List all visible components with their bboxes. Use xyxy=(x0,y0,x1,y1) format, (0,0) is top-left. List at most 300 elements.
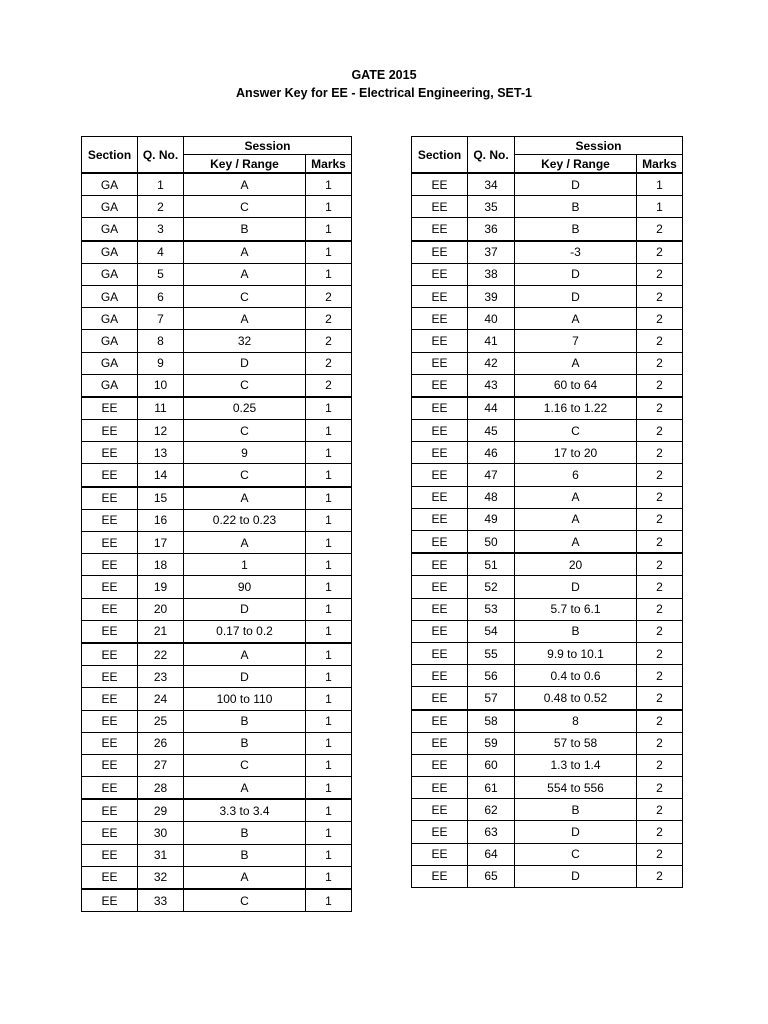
cell-qno: 48 xyxy=(468,486,515,508)
cell-section: EE xyxy=(412,642,468,664)
table-row xyxy=(82,196,352,218)
cell-key: C xyxy=(184,754,306,776)
cell-section: EE xyxy=(82,442,138,464)
cell-marks: 1 xyxy=(306,844,352,866)
cell-section: GA xyxy=(82,173,138,196)
cell-key: 90 xyxy=(184,576,306,598)
cell-marks: 2 xyxy=(637,598,683,620)
cell-marks: 2 xyxy=(637,843,683,865)
cell-marks: 1 xyxy=(306,554,352,576)
cell-section: GA xyxy=(82,308,138,330)
cell-marks: 2 xyxy=(637,263,683,285)
cell-marks: 1 xyxy=(306,420,352,442)
header-session: Session xyxy=(184,137,352,155)
cell-section: EE xyxy=(412,397,468,420)
table-row xyxy=(412,710,683,733)
table-row xyxy=(82,554,352,576)
cell-key: C xyxy=(184,374,306,397)
cell-key: C xyxy=(515,843,637,865)
cell-marks: 2 xyxy=(637,821,683,843)
cell-section: EE xyxy=(412,330,468,352)
table-row xyxy=(82,889,352,912)
table-row xyxy=(82,576,352,598)
cell-section: EE xyxy=(82,576,138,598)
cell-key: C xyxy=(515,420,637,442)
cell-section: EE xyxy=(412,352,468,374)
cell-marks: 1 xyxy=(306,263,352,285)
cell-marks: 2 xyxy=(637,777,683,799)
cell-key: C xyxy=(184,889,306,912)
cell-qno: 56 xyxy=(468,665,515,687)
cell-qno: 19 xyxy=(138,576,184,598)
cell-section: EE xyxy=(412,241,468,264)
cell-key: C xyxy=(184,464,306,487)
cell-key: 0.25 xyxy=(184,397,306,420)
cell-key: A xyxy=(184,866,306,889)
cell-key: B xyxy=(184,710,306,732)
cell-qno: 33 xyxy=(138,889,184,912)
cell-qno: 41 xyxy=(468,330,515,352)
cell-key: C xyxy=(184,196,306,218)
cell-marks: 1 xyxy=(306,509,352,531)
cell-section: GA xyxy=(82,218,138,241)
cell-qno: 18 xyxy=(138,554,184,576)
cell-marks: 2 xyxy=(306,330,352,352)
table-row xyxy=(82,397,352,420)
cell-section: EE xyxy=(82,420,138,442)
cell-marks: 1 xyxy=(306,576,352,598)
cell-section: EE xyxy=(82,397,138,420)
table-row xyxy=(412,508,683,530)
table-row xyxy=(412,196,683,218)
cell-key: 3.3 to 3.4 xyxy=(184,799,306,822)
cell-key: D xyxy=(184,666,306,688)
header-section: Section xyxy=(412,137,468,174)
cell-key: D xyxy=(184,598,306,620)
cell-key: A xyxy=(184,532,306,554)
cell-section: EE xyxy=(412,553,468,576)
cell-qno: 37 xyxy=(468,241,515,264)
table-row xyxy=(82,620,352,643)
cell-marks: 1 xyxy=(306,241,352,264)
cell-marks: 2 xyxy=(637,420,683,442)
cell-key: 9.9 to 10.1 xyxy=(515,642,637,664)
cell-key: 60 to 64 xyxy=(515,374,637,397)
cell-key: 0.22 to 0.23 xyxy=(184,509,306,531)
cell-marks: 2 xyxy=(637,308,683,330)
table-row xyxy=(82,285,352,307)
cell-qno: 29 xyxy=(138,799,184,822)
table-row xyxy=(82,241,352,264)
table-row xyxy=(82,754,352,776)
cell-qno: 13 xyxy=(138,442,184,464)
cell-qno: 25 xyxy=(138,710,184,732)
header-key-range: Key / Range xyxy=(515,155,637,174)
cell-marks: 1 xyxy=(306,173,352,196)
cell-key: 6 xyxy=(515,464,637,486)
header-qno: Q. No. xyxy=(468,137,515,174)
cell-key: 9 xyxy=(184,442,306,464)
cell-key: B xyxy=(184,218,306,241)
cell-key: 8 xyxy=(515,710,637,733)
table-row xyxy=(82,442,352,464)
cell-qno: 44 xyxy=(468,397,515,420)
cell-section: EE xyxy=(82,754,138,776)
cell-qno: 22 xyxy=(138,643,184,666)
cell-qno: 38 xyxy=(468,263,515,285)
table-row xyxy=(412,687,683,710)
cell-marks: 2 xyxy=(637,352,683,374)
table-row xyxy=(82,732,352,754)
cell-section: EE xyxy=(82,554,138,576)
table-row xyxy=(412,799,683,821)
table-row xyxy=(412,173,683,196)
cell-qno: 62 xyxy=(468,799,515,821)
cell-key: 20 xyxy=(515,553,637,576)
cell-qno: 64 xyxy=(468,843,515,865)
cell-section: EE xyxy=(82,598,138,620)
cell-key: 57 to 58 xyxy=(515,732,637,754)
cell-marks: 2 xyxy=(637,531,683,554)
cell-marks: 1 xyxy=(306,866,352,889)
table-row xyxy=(82,710,352,732)
cell-marks: 1 xyxy=(306,196,352,218)
cell-section: EE xyxy=(412,665,468,687)
cell-marks: 2 xyxy=(306,285,352,307)
cell-qno: 28 xyxy=(138,777,184,800)
table-row xyxy=(412,263,683,285)
table-row xyxy=(82,844,352,866)
cell-key: 100 to 110 xyxy=(184,688,306,710)
cell-section: EE xyxy=(82,844,138,866)
cell-marks: 2 xyxy=(306,352,352,374)
cell-qno: 49 xyxy=(468,508,515,530)
cell-marks: 2 xyxy=(637,553,683,576)
cell-section: EE xyxy=(412,508,468,530)
table-row xyxy=(412,374,683,397)
cell-section: EE xyxy=(412,598,468,620)
cell-qno: 57 xyxy=(468,687,515,710)
cell-section: GA xyxy=(82,330,138,352)
cell-key: A xyxy=(184,777,306,800)
cell-section: EE xyxy=(412,263,468,285)
cell-qno: 8 xyxy=(138,330,184,352)
table-row xyxy=(412,732,683,754)
cell-section: GA xyxy=(82,196,138,218)
cell-section: EE xyxy=(82,464,138,487)
table-row xyxy=(412,330,683,352)
page-subtitle: Answer Key for EE - Electrical Engineering, SET-1 xyxy=(236,86,532,100)
cell-section: EE xyxy=(412,486,468,508)
cell-qno: 58 xyxy=(468,710,515,733)
cell-section: EE xyxy=(82,889,138,912)
cell-key: D xyxy=(184,352,306,374)
cell-key: D xyxy=(515,821,637,843)
table-row xyxy=(412,486,683,508)
table-body-right xyxy=(412,173,683,888)
cell-key: B xyxy=(184,732,306,754)
cell-section: EE xyxy=(82,532,138,554)
cell-key: A xyxy=(515,352,637,374)
cell-section: EE xyxy=(82,643,138,666)
cell-qno: 1 xyxy=(138,173,184,196)
cell-marks: 2 xyxy=(637,576,683,598)
cell-qno: 35 xyxy=(468,196,515,218)
cell-qno: 4 xyxy=(138,241,184,264)
cell-section: EE xyxy=(82,866,138,889)
cell-key: A xyxy=(184,643,306,666)
table-row xyxy=(82,799,352,822)
table-row xyxy=(412,598,683,620)
cell-qno: 45 xyxy=(468,420,515,442)
cell-key: B xyxy=(184,822,306,844)
cell-marks: 2 xyxy=(637,464,683,486)
cell-section: EE xyxy=(412,732,468,754)
cell-key: B xyxy=(515,218,637,241)
table-row xyxy=(82,643,352,666)
cell-section: EE xyxy=(412,799,468,821)
table-row xyxy=(412,865,683,887)
table-row xyxy=(82,173,352,196)
cell-section: EE xyxy=(412,576,468,598)
table-row xyxy=(412,620,683,642)
cell-section: EE xyxy=(82,509,138,531)
table-row xyxy=(412,308,683,330)
cell-qno: 50 xyxy=(468,531,515,554)
cell-qno: 11 xyxy=(138,397,184,420)
cell-section: EE xyxy=(412,464,468,486)
cell-key: 32 xyxy=(184,330,306,352)
cell-marks: 2 xyxy=(637,710,683,733)
cell-section: EE xyxy=(82,710,138,732)
cell-key: 554 to 556 xyxy=(515,777,637,799)
table-row xyxy=(412,464,683,486)
table-row xyxy=(412,843,683,865)
cell-key: B xyxy=(515,196,637,218)
table-row xyxy=(412,442,683,464)
cell-section: GA xyxy=(82,241,138,264)
cell-key: A xyxy=(515,508,637,530)
table-row xyxy=(82,666,352,688)
cell-section: EE xyxy=(82,777,138,800)
cell-key: B xyxy=(515,620,637,642)
table-row xyxy=(82,487,352,510)
table-body-left xyxy=(82,173,352,912)
cell-marks: 1 xyxy=(306,732,352,754)
cell-marks: 2 xyxy=(306,308,352,330)
cell-qno: 20 xyxy=(138,598,184,620)
cell-marks: 1 xyxy=(306,754,352,776)
cell-qno: 39 xyxy=(468,285,515,307)
cell-section: EE xyxy=(412,777,468,799)
cell-marks: 1 xyxy=(306,643,352,666)
cell-section: EE xyxy=(412,374,468,397)
header-key-range: Key / Range xyxy=(184,155,306,174)
cell-key: A xyxy=(515,308,637,330)
table-row xyxy=(82,263,352,285)
table-row xyxy=(82,509,352,531)
cell-marks: 1 xyxy=(637,173,683,196)
cell-qno: 16 xyxy=(138,509,184,531)
header-marks: Marks xyxy=(306,155,352,174)
table-row xyxy=(412,285,683,307)
cell-key: -3 xyxy=(515,241,637,264)
table-row xyxy=(412,553,683,576)
cell-qno: 43 xyxy=(468,374,515,397)
table-row xyxy=(82,822,352,844)
cell-qno: 54 xyxy=(468,620,515,642)
table-row xyxy=(412,420,683,442)
cell-qno: 2 xyxy=(138,196,184,218)
header-section: Section xyxy=(82,137,138,174)
cell-marks: 1 xyxy=(306,710,352,732)
cell-marks: 2 xyxy=(637,642,683,664)
cell-marks: 1 xyxy=(637,196,683,218)
cell-marks: 2 xyxy=(637,241,683,264)
table-row xyxy=(412,777,683,799)
cell-marks: 2 xyxy=(637,442,683,464)
cell-qno: 59 xyxy=(468,732,515,754)
cell-qno: 12 xyxy=(138,420,184,442)
cell-section: EE xyxy=(412,843,468,865)
cell-key: 0.48 to 0.52 xyxy=(515,687,637,710)
cell-marks: 2 xyxy=(637,620,683,642)
cell-section: GA xyxy=(82,374,138,397)
table-row xyxy=(412,352,683,374)
table-row xyxy=(82,464,352,487)
cell-section: EE xyxy=(82,487,138,510)
table-row xyxy=(412,218,683,241)
cell-section: EE xyxy=(412,285,468,307)
cell-section: EE xyxy=(412,442,468,464)
cell-section: EE xyxy=(412,531,468,554)
cell-marks: 2 xyxy=(637,799,683,821)
table-row xyxy=(82,532,352,554)
cell-marks: 1 xyxy=(306,442,352,464)
cell-section: EE xyxy=(82,620,138,643)
cell-qno: 42 xyxy=(468,352,515,374)
cell-marks: 2 xyxy=(306,374,352,397)
cell-key: B xyxy=(515,799,637,821)
cell-section: EE xyxy=(82,688,138,710)
cell-key: D xyxy=(515,865,637,887)
cell-marks: 1 xyxy=(306,532,352,554)
cell-key: A xyxy=(184,241,306,264)
cell-section: EE xyxy=(412,196,468,218)
cell-qno: 52 xyxy=(468,576,515,598)
cell-section: GA xyxy=(82,285,138,307)
cell-qno: 53 xyxy=(468,598,515,620)
answer-key-table-left xyxy=(81,136,352,912)
cell-marks: 2 xyxy=(637,374,683,397)
table-row xyxy=(412,642,683,664)
cell-key: B xyxy=(184,844,306,866)
cell-marks: 2 xyxy=(637,330,683,352)
cell-qno: 9 xyxy=(138,352,184,374)
cell-key: C xyxy=(184,285,306,307)
cell-section: EE xyxy=(412,218,468,241)
cell-marks: 1 xyxy=(306,822,352,844)
cell-section: EE xyxy=(412,865,468,887)
cell-qno: 40 xyxy=(468,308,515,330)
header-marks: Marks xyxy=(637,155,683,174)
cell-marks: 2 xyxy=(637,754,683,776)
header-qno: Q. No. xyxy=(138,137,184,174)
cell-section: EE xyxy=(412,308,468,330)
cell-qno: 7 xyxy=(138,308,184,330)
cell-section: GA xyxy=(82,263,138,285)
cell-marks: 2 xyxy=(637,865,683,887)
cell-qno: 17 xyxy=(138,532,184,554)
cell-key: A xyxy=(184,308,306,330)
table-row xyxy=(412,241,683,264)
cell-qno: 27 xyxy=(138,754,184,776)
table-row xyxy=(412,397,683,420)
cell-marks: 2 xyxy=(637,665,683,687)
cell-key: C xyxy=(184,420,306,442)
cell-key: 0.17 to 0.2 xyxy=(184,620,306,643)
table-row xyxy=(412,531,683,554)
cell-qno: 23 xyxy=(138,666,184,688)
cell-section: EE xyxy=(412,173,468,196)
header-session: Session xyxy=(515,137,683,155)
cell-qno: 26 xyxy=(138,732,184,754)
cell-section: EE xyxy=(412,420,468,442)
cell-marks: 2 xyxy=(637,285,683,307)
table-row xyxy=(82,420,352,442)
cell-section: EE xyxy=(412,754,468,776)
cell-section: EE xyxy=(412,821,468,843)
cell-qno: 65 xyxy=(468,865,515,887)
cell-key: A xyxy=(515,486,637,508)
cell-key: A xyxy=(184,263,306,285)
cell-section: EE xyxy=(412,710,468,733)
cell-key: D xyxy=(515,576,637,598)
cell-section: EE xyxy=(82,799,138,822)
cell-qno: 36 xyxy=(468,218,515,241)
cell-marks: 1 xyxy=(306,218,352,241)
cell-qno: 61 xyxy=(468,777,515,799)
cell-marks: 1 xyxy=(306,598,352,620)
cell-section: EE xyxy=(82,666,138,688)
cell-marks: 2 xyxy=(637,397,683,420)
cell-key: D xyxy=(515,285,637,307)
cell-key: 7 xyxy=(515,330,637,352)
table-row xyxy=(412,665,683,687)
table-row xyxy=(82,374,352,397)
cell-marks: 1 xyxy=(306,620,352,643)
cell-section: EE xyxy=(412,687,468,710)
cell-key: A xyxy=(184,173,306,196)
table-row xyxy=(82,598,352,620)
cell-key: 1 xyxy=(184,554,306,576)
cell-qno: 30 xyxy=(138,822,184,844)
cell-marks: 2 xyxy=(637,218,683,241)
cell-qno: 32 xyxy=(138,866,184,889)
cell-section: EE xyxy=(82,822,138,844)
cell-qno: 51 xyxy=(468,553,515,576)
answer-key-table-right xyxy=(411,136,683,888)
cell-marks: 2 xyxy=(637,732,683,754)
cell-key: 0.4 to 0.6 xyxy=(515,665,637,687)
table-row xyxy=(82,866,352,889)
cell-marks: 1 xyxy=(306,889,352,912)
cell-key: 1.3 to 1.4 xyxy=(515,754,637,776)
cell-qno: 55 xyxy=(468,642,515,664)
cell-marks: 1 xyxy=(306,464,352,487)
cell-qno: 60 xyxy=(468,754,515,776)
table-row xyxy=(82,218,352,241)
